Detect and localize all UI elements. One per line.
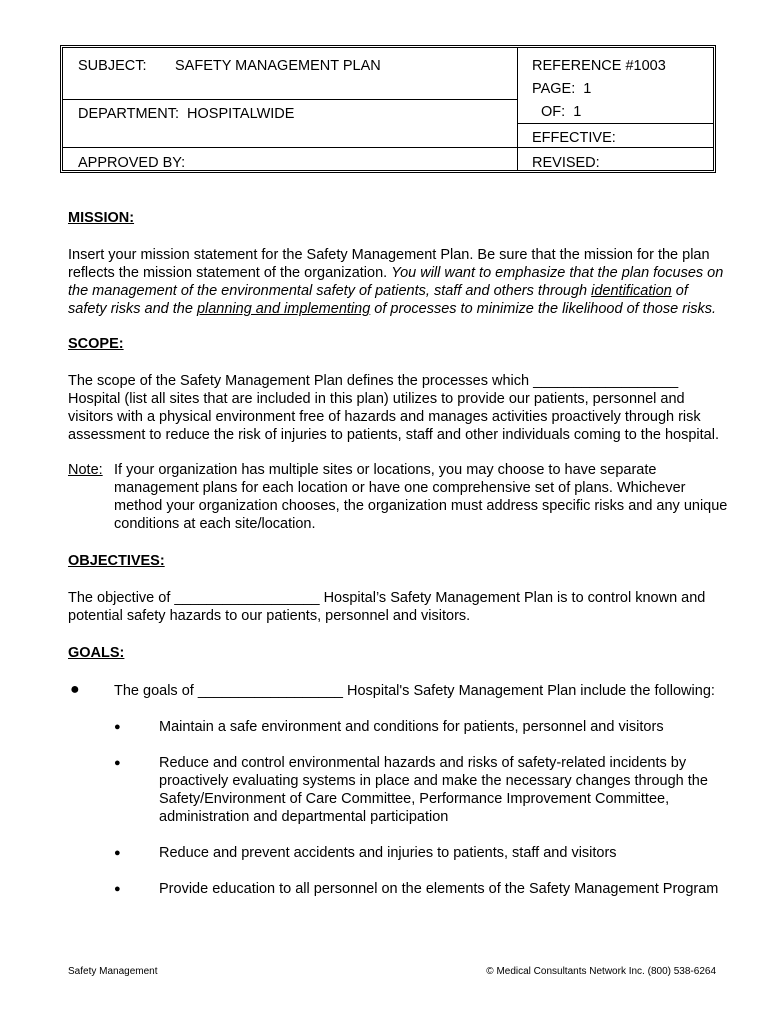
goals-heading: GOALS:	[68, 645, 125, 661]
bullet-icon: ●	[114, 721, 121, 733]
footer-title: Safety Management	[68, 966, 158, 977]
note-text: If your organization has multiple sites or locations, you may choose to have separate management plans for each location or have one comprehensive set of plans. Whichever method your organization chooses, the organization must address specific risks and any unique conditions at each site/location.	[114, 462, 728, 532]
mission-emphasis: of processes to minimize the likelihood of those risks.	[370, 301, 717, 317]
list-item	[68, 880, 728, 898]
bullet-icon: ●	[114, 883, 121, 895]
list-item	[68, 718, 728, 736]
subject-value: SAFETY MANAGEMENT PLAN	[175, 58, 381, 74]
approved-by: APPROVED BY:	[78, 155, 186, 171]
goals-intro	[68, 682, 728, 700]
effective-date: EFFECTIVE:	[532, 130, 616, 146]
header-divider	[517, 147, 713, 148]
reference-number: REFERENCE #1003	[532, 58, 666, 74]
goal-text: Reduce and prevent accidents and injuries to patients, staff and visitors	[159, 845, 617, 861]
mission-emphasis: planning and implementing	[196, 301, 371, 317]
objectives-heading: OBJECTIVES:	[68, 553, 165, 569]
page-of: OF: 1	[541, 104, 582, 120]
goal-text: Reduce and control environmental hazards and risks of safety-related incidents by proactively evaluating systems in place and make the necessary changes through the Safety/Environment of Care Committee, Performance Improvement Committee, administration and departmental participation	[159, 755, 708, 825]
note-label: Note:	[68, 462, 103, 478]
scope-paragraph: The scope of the Safety Management Plan defines the processes which __________________ Hospital (list all sites that are included in this plan) utilizes to provide our patients, personnel and visitors with a physical environment free of hazards and manages activities proactively through risk assessment to reduce the risk of injuries to patients, staff and other individuals coming to the hospital.	[68, 373, 719, 443]
footer-copyright: © Medical Consultants Network Inc. (800) 538-6264	[486, 966, 716, 977]
goal-text: Provide education to all personnel on the elements of the Safety Management Program	[159, 881, 719, 897]
list-item	[68, 844, 728, 862]
department: DEPARTMENT: HOSPITALWIDE	[78, 106, 295, 122]
goals-intro-text: The goals of __________________ Hospital's Safety Management Plan include the following:	[114, 683, 715, 699]
document-header-table	[60, 45, 716, 173]
document-body	[68, 209, 728, 898]
bullet-icon: ●	[114, 847, 121, 859]
page-number: PAGE: 1	[532, 81, 592, 97]
bullet-icon: ●	[114, 757, 121, 769]
header-divider	[63, 99, 517, 100]
header-divider	[517, 123, 713, 124]
scope-note	[68, 461, 728, 533]
bullet-icon: ●	[70, 681, 80, 698]
mission-emphasis: identification	[591, 283, 672, 299]
mission-emphasis: You will want to emphasize that the plan focuses on the management of the environmental safety of patients, staff and others through	[68, 265, 724, 299]
mission-text: Insert your mission statement for the Safety Management Plan. Be sure that the mission for the plan reflects the mission statement of the organization.	[68, 247, 710, 281]
revised-date: REVISED:	[532, 155, 600, 171]
mission-heading: MISSION:	[68, 210, 135, 226]
list-item	[68, 754, 728, 826]
objectives-paragraph: The objective of __________________ Hospital’s Safety Management Plan is to control known and potential safety hazards to our patients, personnel and visitors.	[68, 590, 706, 624]
scope-heading: SCOPE:	[68, 336, 124, 352]
header-divider	[517, 48, 518, 170]
subject-label: SUBJECT:	[78, 58, 147, 74]
mission-paragraph	[68, 246, 728, 318]
mission-emphasis: of safety risks and the	[68, 283, 688, 317]
goal-text: Maintain a safe environment and conditions for patients, personnel and visitors	[159, 719, 664, 735]
header-divider	[63, 147, 517, 148]
